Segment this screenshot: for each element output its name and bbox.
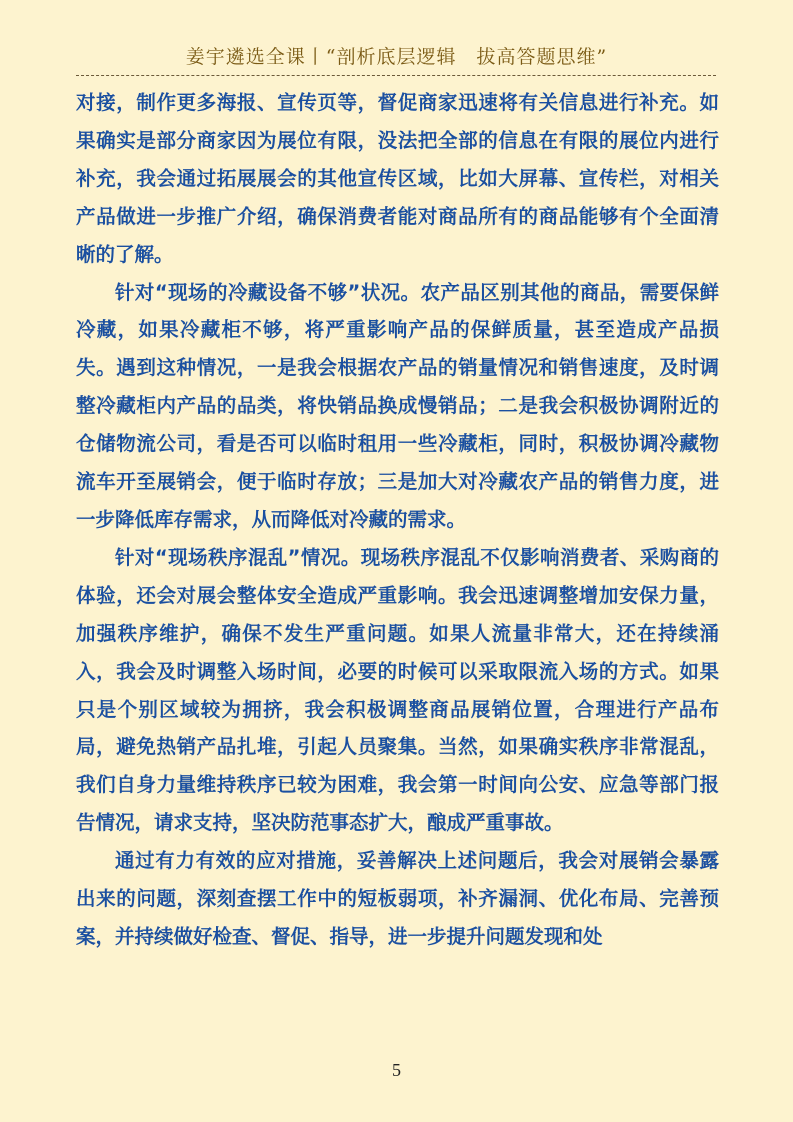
paragraph-1: 对接，制作更多海报、宣传页等，督促商家迅速将有关信息进行补充。如果确实是部分商家因为展位有限，没法把全部的信息在有限的展位内进行补充，我会通过拓展展会的其他宣传区域，比如大屏幕、宣传栏，对相关产品做进一步推广介绍，确保消费者能对商品所有的商品能够有个全面清晰的了解。 <box>76 91 719 266</box>
document-body <box>76 84 719 956</box>
page-header-title: 姜宇遴选全课丨“剖析底层逻辑 拔高答题思维” <box>185 46 608 68</box>
paragraph-3: 针对“现场秩序混乱”情况。现场秩序混乱不仅影响消费者、采购商的体验，还会对展会整体安全造成严重影响。我会迅速调整增加安保力量，加强秩序维护，确保不发生严重问题。如果人流量非常大，还在持续涌入，我会及时调整入场时间，必要的时候可以采取限流入场的方式。如果只是个别区域较为拥挤，我会积极调整商品展销位置，合理进行产品布局，避免热销产品扎堆，引起人员聚集。当然，如果确实秩序非常混乱，我们自身力量维持秩序已较为困难，我会第一时间向公安、应急等部门报告情况，请求支持，坚决防范事态扩大，酿成严重事故。 <box>76 545 719 835</box>
page-number: 5 <box>392 1060 401 1080</box>
paragraph-2: 针对“现场的冷藏设备不够”状况。农产品区别其他的商品，需要保鲜冷藏，如果冷藏柜不够，将严重影响产品的保鲜质量，甚至造成产品损失。遇到这种情况，一是我会根据农产品的销量情况和销售速度，及时调整冷藏柜内产品的品类，将快销品换成慢销品；二是我会积极协调附近的仓储物流公司，看是否可以临时租用一些冷藏柜，同时，积极协调冷藏物流车开至展销会，便于临时存放；三是加大对冷藏农产品的销售力度，进一步降低库存需求，从而降低对冷藏的需求。 <box>76 280 719 531</box>
paragraph-4: 通过有力有效的应对措施，妥善解决上述问题后，我会对展销会暴露出来的问题，深刻查摆工作中的短板弱项，补齐漏洞、优化布局、完善预案，并持续做好检查、督促、指导，进一步提升问题发现和处 <box>76 849 719 948</box>
header-divider <box>76 75 716 76</box>
